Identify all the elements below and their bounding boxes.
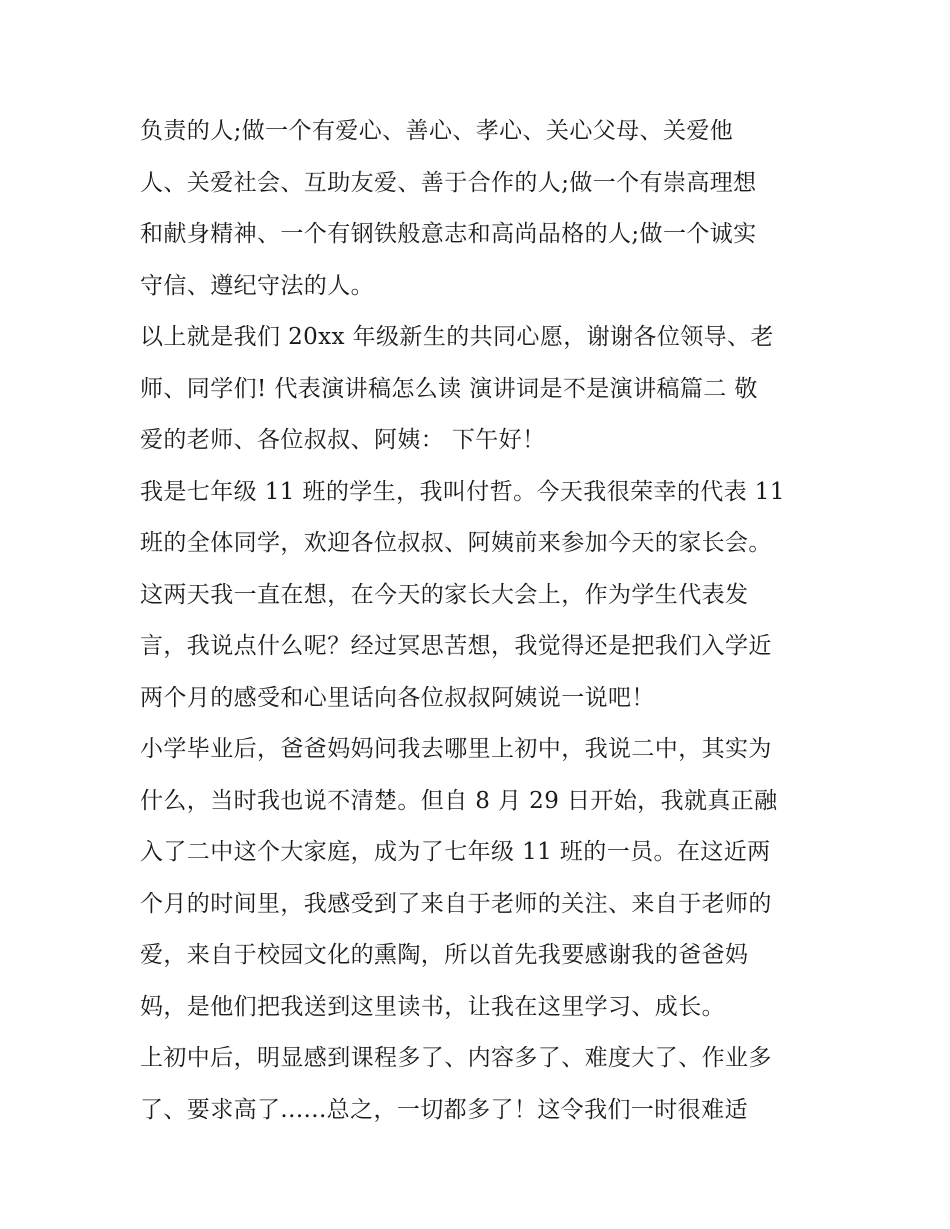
text-line: 言，我说点什么呢？经过冥思苦想，我觉得还是把我们入学近 <box>140 633 772 659</box>
text-line: 守信、遵纪守法的人。 <box>140 272 374 299</box>
text-line: 人、关爱社会、互助友爱、善于合作的人;做一个有崇高理想 <box>140 169 757 196</box>
text-line: 入了二中这个大家庭，成为了七年级 11 班的一员。在这近两 <box>140 839 771 865</box>
text-line: 我是七年级 11 班的学生，我叫付哲。今天我很荣幸的代表 11 <box>140 478 785 505</box>
text-line: 小学毕业后，爸爸妈妈问我去哪里上初中，我说二中，其实为 <box>140 736 772 762</box>
text-line: 妈，是他们把我送到这里读书，让我在这里学习、成长。 <box>140 993 725 1020</box>
document-body <box>140 106 830 1136</box>
text-line: 个月的时间里，我感受到了来自于老师的关注、来自于老师的 <box>140 890 772 917</box>
text-line: 班的全体同学，欢迎各位叔叔、阿姨前来参加今天的家长会。 <box>140 530 772 556</box>
text-line: 爱，来自于校园文化的熏陶，所以首先我要感谢我的爸爸妈 <box>140 942 749 968</box>
text-line: 爱的老师、各位叔叔、阿姨： 下午好！ <box>140 427 546 453</box>
text-line: 了、要求高了......总之，一切都多了！这令我们一时很难适 <box>140 1096 748 1123</box>
text-line: 以上就是我们 20xx 年级新生的共同心愿，谢谢各位领导、老 <box>140 324 774 350</box>
text-line: 什么，当时我也说不清楚。但自 8 月 29 日开始，我就真正融 <box>140 787 778 814</box>
text-line: 上初中后，明显感到课程多了、内容多了、难度大了、作业多 <box>140 1045 772 1071</box>
text-line: 这两天我一直在想，在今天的家长大会上，作为学生代表发 <box>140 581 749 608</box>
text-line: 和献身精神、一个有钢铁般意志和高尚品格的人;做一个诚实 <box>140 221 757 247</box>
text-line: 负责的人;做一个有爱心、善心、孝心、关心父母、关爱他 <box>140 118 734 144</box>
text-line: 两个月的感受和心里话向各位叔叔阿姨说一说吧！ <box>140 684 655 711</box>
text-line: 师、同学们! 代表演讲稿怎么读 演讲词是不是演讲稿篇二 敬 <box>140 375 758 402</box>
